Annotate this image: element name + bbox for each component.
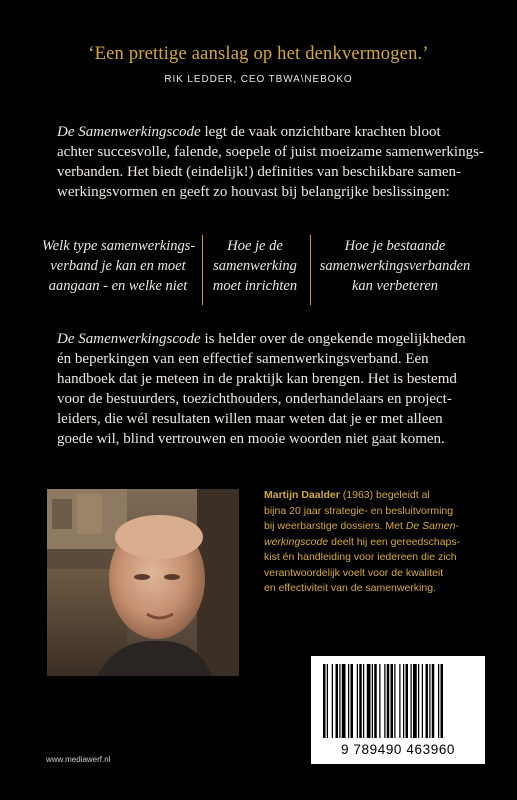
column-verbeteren: Hoe je bestaande samenwerkingsverbanden kan verbeteren <box>319 238 471 294</box>
intro-line-2: achter succesvolle, falende, soepele of juist moeizame samenwerkings- <box>57 144 484 160</box>
intro-paragraph <box>57 122 484 202</box>
book-title: De Samenwerkingscode <box>57 331 201 347</box>
author-bio: Martijn Daalder (1963) begeleidt al bijna 20 jaar strategie- en besluitvorming bij weerbarstige dossiers. Met De Samen- werkingscode deelt hij een gereedschaps- kist én handleiding voor iedereen die zich verantwoordelijk voelt voor de kwaliteit en effectiviteit van de samenwerking. <box>264 489 461 594</box>
quote-author: RIK LEDDER, CEO TBWA\NEBOKO <box>164 74 353 85</box>
isbn-number: 9 789490 463960 <box>340 742 456 757</box>
column-type: Welk type samenwerkings- verband je kan en moet aangaan - en welke niet <box>42 238 196 294</box>
column-divider-2 <box>310 235 311 305</box>
description-paragraph: De Samenwerkingscode is helder over de ongekende mogelijkheden én beperkingen van een effectief samenwerkingsverband. Een handboek dat je meteen in de praktijk kan brengen. Het is bestemd voor de bestuurders, toezichthouders, onderhandelaars en project- leiders, die wél resultaten willen maar weten dat je er met alleen goede wil, blind vertrouwen en mooie woorden niet gaat komen. <box>57 331 466 447</box>
intro-line-3: verbanden. Het biedt (eindelijk!) definities van beschikbare samen- <box>57 164 462 180</box>
column-divider-1 <box>202 235 203 305</box>
intro-line-4: werkingsvormen en geeft zo houvast bij belangrijke beslissingen: <box>57 184 450 200</box>
intro-line-1: De Samenwerkingscode legt de vaak onzichtbare krachten bloot <box>57 124 441 140</box>
book-title: De Samenwerkingscode <box>57 124 201 140</box>
column-inrichten: Hoe je de samenwerking moet inrichten <box>212 238 298 294</box>
author-photo <box>47 489 239 676</box>
publisher-website: www.mediawerf.nl <box>46 755 111 764</box>
author-name: Martijn Daalder <box>264 489 340 501</box>
barcode-bars <box>311 656 485 742</box>
isbn-barcode <box>311 656 485 764</box>
cover-quote: ‘Een prettige aanslag op het denkvermogen.’ <box>88 44 429 64</box>
